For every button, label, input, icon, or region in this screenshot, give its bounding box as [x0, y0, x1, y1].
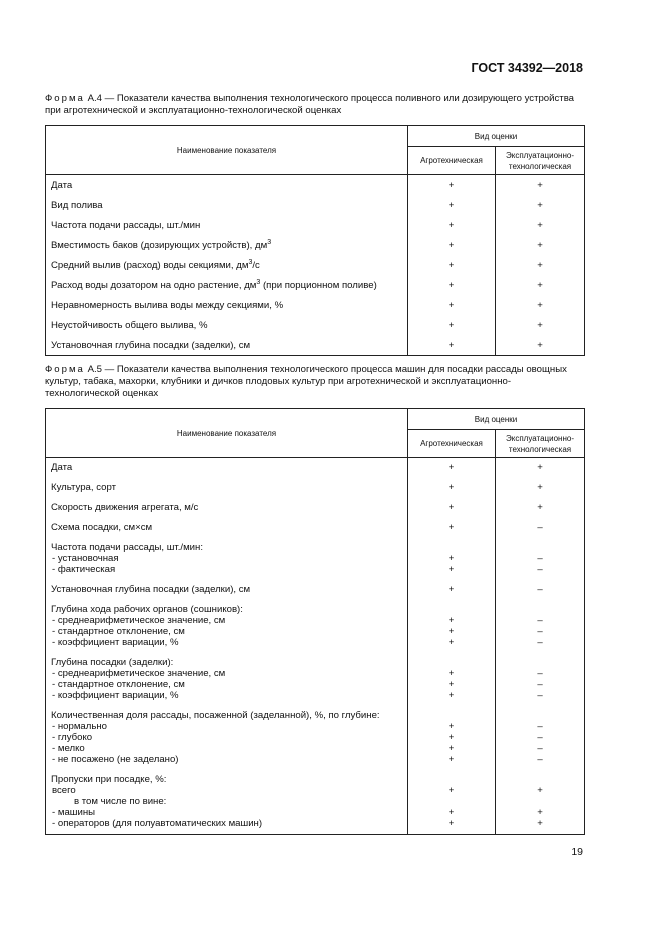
- agrotechnical-cell: [408, 478, 496, 498]
- form-a4-caption-prefix: Форма: [45, 93, 85, 104]
- form-a4-table-body: [46, 175, 585, 356]
- table-row: [46, 653, 585, 706]
- agrotechnical-cell: [408, 653, 496, 706]
- agrotechnical-mark: +: [448, 564, 455, 575]
- operational-cell: [496, 580, 585, 600]
- operational-cell: [496, 538, 585, 580]
- indicator-label: [46, 240, 407, 251]
- indicator-line: Дата: [51, 462, 73, 473]
- table-row: [46, 770, 585, 835]
- operational-mark: –: [537, 690, 543, 701]
- indicator-cell: [46, 275, 408, 295]
- operational-mark: +: [496, 175, 585, 196]
- agrotechnical-mark: +: [448, 626, 455, 637]
- agrotechnical-cell: [408, 498, 496, 518]
- operational-cell: [496, 600, 585, 653]
- agrotechnical-mark: +: [448, 462, 455, 473]
- operational-mark: +: [496, 335, 585, 356]
- operational-mark: [496, 657, 584, 668]
- indicator-line: - коэффициент вариации, %: [52, 690, 179, 701]
- operational-mark: –: [537, 743, 543, 754]
- agrotechnical-cell: [408, 518, 496, 538]
- indicator-line: - операторов (для полуавтоматических машин): [52, 818, 263, 829]
- indicator-cell: [46, 235, 408, 255]
- operational-mark: –: [537, 615, 543, 626]
- operational-mark: –: [537, 637, 543, 648]
- indicator-line: Глубина хода рабочих органов (сошников):: [51, 604, 243, 615]
- indicator-cell: [46, 600, 408, 653]
- agrotechnical-cell: [408, 538, 496, 580]
- indicator-cell: [46, 295, 408, 315]
- operational-mark: +: [496, 275, 585, 295]
- table-row: [46, 335, 585, 356]
- operational-mark: +: [496, 295, 585, 315]
- agrotechnical-cell: [408, 706, 496, 770]
- table-row: [46, 315, 585, 335]
- indicator-cell: [46, 255, 408, 275]
- operational-cell: [496, 498, 585, 518]
- column-header-assessment-type: Вид оценки: [408, 126, 585, 147]
- operational-mark: [496, 710, 584, 721]
- agrotechnical-mark: +: [448, 690, 455, 701]
- agrotechnical-mark: +: [448, 754, 455, 765]
- table-row: [46, 600, 585, 653]
- indicator-line: - не посажено (не заделано): [52, 754, 179, 765]
- indicator-cell: [46, 653, 408, 706]
- agrotechnical-mark: [408, 542, 495, 553]
- form-a5-table: [45, 408, 585, 835]
- indicator-line: Глубина посадки (заделки):: [51, 657, 174, 668]
- agrotechnical-mark: +: [408, 195, 496, 215]
- table-row: [46, 580, 585, 600]
- operational-cell: [496, 458, 585, 479]
- document-number: ГОСТ 34392—2018: [471, 61, 583, 75]
- unit-exponent: 3: [248, 258, 253, 266]
- table-row: [46, 255, 585, 275]
- indicator-cell: [46, 498, 408, 518]
- agrotechnical-mark: +: [448, 615, 455, 626]
- form-a5-caption-text: А.5 — Показатели качества выполнения технологического процесса машин для посадки рассады овощных культур, табака, махорки, клубники и дичков плодовых культур при агротехнической и эксплуатационно-технологической оценках: [45, 364, 567, 399]
- agrotechnical-mark: +: [408, 175, 496, 196]
- agrotechnical-mark: +: [448, 732, 455, 743]
- column-header-assessment-type: Вид оценки: [408, 409, 585, 430]
- operational-cell: [496, 518, 585, 538]
- agrotechnical-mark: +: [448, 668, 455, 679]
- agrotechnical-mark: +: [408, 335, 496, 356]
- indicator-cell: [46, 315, 408, 335]
- column-header-operational: Эксплуатационно-технологическая: [496, 147, 585, 175]
- table-row: [46, 706, 585, 770]
- indicator-line: - среднеарифметическое значение, см: [52, 615, 226, 626]
- operational-cell: [496, 706, 585, 770]
- indicator-label: [46, 220, 407, 231]
- operational-mark: +: [537, 462, 543, 473]
- page-number: 19: [571, 846, 583, 858]
- column-header-agrotechnical: Агротехническая: [408, 430, 496, 458]
- indicator-line: Схема посадки, см×см: [51, 522, 153, 533]
- indicator-cell: [46, 538, 408, 580]
- indicator-cell: [46, 478, 408, 498]
- operational-cell: [496, 478, 585, 498]
- operational-mark: +: [496, 255, 585, 275]
- indicator-cell: [46, 195, 408, 215]
- indicator-cell: [46, 706, 408, 770]
- table-row: [46, 175, 585, 196]
- agrotechnical-mark: +: [448, 679, 455, 690]
- unit-exponent: 3: [267, 238, 272, 246]
- operational-mark: –: [537, 732, 543, 743]
- operational-mark: –: [537, 522, 543, 533]
- indicator-text: Средний вылив (расход) воды секциями, дм: [51, 259, 249, 271]
- agrotechnical-mark: +: [448, 584, 455, 595]
- indicator-text: Неравномерность вылива воды между секциями, %: [51, 299, 284, 311]
- operational-mark: +: [537, 807, 543, 818]
- agrotechnical-mark: +: [408, 215, 496, 235]
- indicator-line: - глубоко: [52, 732, 93, 743]
- agrotechnical-mark: [408, 604, 495, 615]
- agrotechnical-cell: [408, 600, 496, 653]
- operational-mark: +: [496, 215, 585, 235]
- indicator-line: - фактическая: [52, 564, 116, 575]
- indicator-label: [46, 200, 407, 211]
- form-a4-caption: [45, 93, 585, 117]
- indicator-text: Вместимость баков (дозирующих устройств), дм: [51, 239, 268, 251]
- column-header-indicator: Наименование показателя: [46, 409, 408, 458]
- operational-mark: –: [537, 679, 543, 690]
- table-row: [46, 538, 585, 580]
- unit-exponent: 3: [256, 278, 261, 286]
- operational-mark: –: [537, 564, 543, 575]
- indicator-label: [46, 320, 407, 331]
- operational-cell: [496, 653, 585, 706]
- indicator-text: Неустойчивость общего вылива, %: [51, 319, 208, 331]
- indicator-line: - коэффициент вариации, %: [52, 637, 179, 648]
- operational-mark: [496, 604, 584, 615]
- indicator-line: Частота подачи рассады, шт./мин:: [51, 542, 203, 553]
- agrotechnical-mark: +: [408, 315, 496, 335]
- agrotechnical-mark: +: [448, 522, 455, 533]
- indicator-text: Вид полива: [51, 199, 103, 211]
- operational-mark: –: [537, 668, 543, 679]
- operational-mark: –: [537, 754, 543, 765]
- agrotechnical-mark: +: [408, 275, 496, 295]
- indicator-line: всего: [52, 785, 76, 796]
- operational-cell: [496, 770, 585, 835]
- indicator-cell: [46, 175, 408, 196]
- table-row: [46, 498, 585, 518]
- agrotechnical-mark: [408, 774, 495, 785]
- form-a5-table-body: [46, 458, 585, 835]
- agrotechnical-mark: [408, 796, 495, 807]
- operational-mark: –: [537, 553, 543, 564]
- agrotechnical-mark: +: [448, 502, 455, 513]
- indicator-line: Количественная доля рассады, посаженной (заделанной), %, по глубине:: [51, 710, 380, 721]
- operational-mark: [496, 542, 584, 553]
- operational-mark: [496, 774, 584, 785]
- agrotechnical-mark: +: [448, 807, 455, 818]
- indicator-line: в том числе по вине:: [74, 796, 167, 807]
- agrotechnical-mark: +: [408, 295, 496, 315]
- table-row: [46, 215, 585, 235]
- agrotechnical-mark: [408, 657, 495, 668]
- indicator-text: Расход воды дозатором на одно растение, дм: [51, 279, 257, 291]
- table-row: [46, 195, 585, 215]
- indicator-label: [46, 340, 407, 351]
- agrotechnical-mark: +: [448, 743, 455, 754]
- indicator-line: Культура, сорт: [51, 482, 116, 493]
- operational-mark: –: [537, 584, 543, 595]
- indicator-line: - мелко: [52, 743, 85, 754]
- indicator-line: - установочная: [52, 553, 119, 564]
- indicator-cell: [46, 770, 408, 835]
- indicator-label: [46, 300, 407, 311]
- operational-mark: –: [537, 721, 543, 732]
- indicator-suffix: /с: [252, 259, 260, 271]
- indicator-label: [46, 260, 407, 271]
- indicator-label: [46, 180, 407, 191]
- operational-mark: +: [496, 235, 585, 255]
- form-a5-caption: [45, 364, 585, 400]
- agrotechnical-mark: +: [448, 482, 455, 493]
- agrotechnical-cell: [408, 580, 496, 600]
- indicator-cell: [46, 335, 408, 356]
- indicator-text: Установочная глубина посадки (заделки), см: [51, 339, 251, 351]
- agrotechnical-mark: +: [448, 818, 455, 829]
- operational-mark: +: [496, 195, 585, 215]
- indicator-line: Скорость движения агрегата, м/с: [51, 502, 199, 513]
- table-row: [46, 235, 585, 255]
- column-header-indicator: Наименование показателя: [46, 126, 408, 175]
- column-header-operational: Эксплуатационно-технологическая: [496, 430, 585, 458]
- agrotechnical-mark: [408, 710, 495, 721]
- agrotechnical-cell: [408, 770, 496, 835]
- agrotechnical-cell: [408, 458, 496, 479]
- agrotechnical-mark: +: [448, 637, 455, 648]
- operational-mark: +: [537, 482, 543, 493]
- operational-mark: +: [537, 502, 543, 513]
- table-row: [46, 275, 585, 295]
- indicator-text: Дата: [51, 179, 73, 191]
- column-header-agrotechnical: Агротехническая: [408, 147, 496, 175]
- operational-mark: +: [537, 785, 543, 796]
- indicator-suffix: (при порционном поливе): [260, 279, 377, 291]
- operational-mark: +: [537, 818, 543, 829]
- operational-mark: [496, 796, 584, 807]
- indicator-line: Пропуски при посадке, %:: [51, 774, 167, 785]
- table-row: [46, 518, 585, 538]
- indicator-line: - стандартное отклонение, см: [52, 626, 185, 637]
- form-a4-table: [45, 125, 585, 356]
- indicator-label: [46, 280, 407, 291]
- indicator-cell: [46, 215, 408, 235]
- indicator-text: Частота подачи рассады, шт./мин: [51, 219, 201, 231]
- indicator-cell: [46, 518, 408, 538]
- table-row: [46, 478, 585, 498]
- table-row: [46, 458, 585, 479]
- indicator-cell: [46, 580, 408, 600]
- table-row: [46, 295, 585, 315]
- form-a5-caption-prefix: Форма: [45, 364, 85, 375]
- agrotechnical-mark: +: [408, 235, 496, 255]
- agrotechnical-mark: +: [448, 785, 455, 796]
- indicator-line: - машины: [52, 807, 96, 818]
- indicator-cell: [46, 458, 408, 479]
- form-a4-caption-text: А.4 — Показатели качества выполнения технологического процесса поливного или дозирующего устройства при агротехнической и эксплуатационно-технологической оценках: [45, 93, 575, 116]
- indicator-line: - стандартное отклонение, см: [52, 679, 185, 690]
- agrotechnical-mark: +: [408, 255, 496, 275]
- indicator-line: - среднеарифметическое значение, см: [52, 668, 226, 679]
- indicator-line: - нормально: [52, 721, 107, 732]
- agrotechnical-mark: +: [448, 553, 455, 564]
- agrotechnical-mark: +: [448, 721, 455, 732]
- operational-mark: +: [496, 315, 585, 335]
- operational-mark: –: [537, 626, 543, 637]
- indicator-line: Установочная глубина посадки (заделки), см: [51, 584, 251, 595]
